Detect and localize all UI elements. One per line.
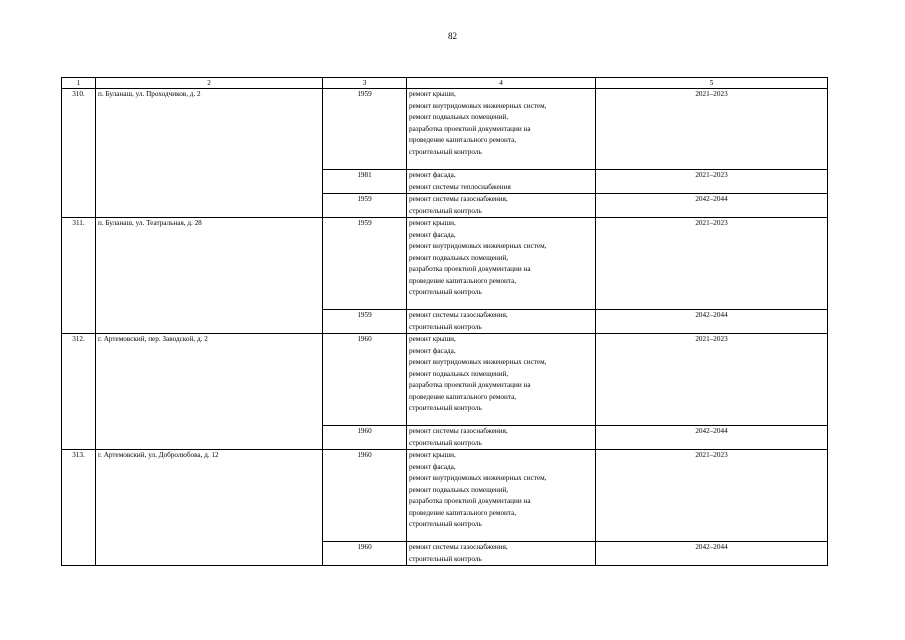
repair-period: 2042–2044	[596, 194, 828, 218]
repair-work-item: ремонт системы газоснабжения,	[409, 543, 508, 551]
repair-work-item: строительный контроль	[409, 520, 482, 528]
repair-work-item: ремонт системы газоснабжения,	[409, 427, 508, 435]
repair-work-item: проведение капитального ремонта,	[409, 276, 517, 285]
repair-work-item: строительный контроль	[409, 554, 482, 563]
column-header-1: 1	[62, 78, 96, 89]
commission-year: 1959	[323, 310, 407, 334]
column-header-4: 4	[407, 78, 596, 89]
commission-year: 1960	[323, 334, 407, 426]
repair-work-item: разработка проектной документации на	[409, 497, 531, 505]
record-number: 312.	[62, 334, 96, 450]
repair-works	[407, 542, 596, 566]
repair-works	[407, 450, 596, 542]
column-header-2: 2	[96, 78, 323, 89]
repair-work-item: строительный контроль	[409, 322, 482, 331]
repair-works	[407, 426, 596, 450]
repair-work-item: ремонт внутридомовых инженерных систем,	[409, 242, 547, 250]
repair-works	[407, 218, 596, 310]
record-address: г. Артемовский, пер. Заводской, д. 2	[96, 334, 323, 450]
table-row	[62, 89, 828, 170]
repair-work-item: ремонт системы газоснабжения,	[409, 311, 508, 319]
repair-work-item: разработка проектной документации на	[409, 265, 531, 273]
header-row	[62, 78, 828, 89]
repair-period: 2021–2023	[596, 170, 828, 194]
repair-work-item: строительный контроль	[409, 438, 482, 447]
repair-work-item: строительный контроль	[409, 288, 482, 296]
repair-work-item: ремонт крыши,	[409, 219, 456, 227]
record-number: 310.	[62, 89, 96, 218]
table-row	[62, 450, 828, 542]
table-row	[62, 218, 828, 310]
repair-work-item: ремонт внутридомовых инженерных систем,	[409, 101, 547, 110]
commission-year: 1959	[323, 218, 407, 310]
commission-year: 1960	[323, 542, 407, 566]
page-number: 82	[448, 31, 457, 41]
repair-work-item: ремонт подвальных помещений,	[409, 369, 509, 378]
repair-work-item: ремонт крыши,	[409, 90, 456, 98]
commission-year: 1960	[323, 450, 407, 542]
repair-work-item: ремонт подвальных помещений,	[409, 253, 509, 262]
record-number: 311.	[62, 218, 96, 334]
record-address: п. Буланаш, ул. Проходчиков, д. 2	[96, 89, 323, 218]
repair-period: 2042–2044	[596, 426, 828, 450]
column-header-3: 3	[323, 78, 407, 89]
repair-period: 2021–2023	[596, 89, 828, 170]
record-number: 313.	[62, 450, 96, 566]
repair-work-item: разработка проектной документации на	[409, 381, 531, 389]
repair-works	[407, 89, 596, 170]
repair-work-item: строительный контроль	[409, 147, 482, 156]
repair-work-item: ремонт подвальных помещений,	[409, 113, 509, 121]
repair-works	[407, 334, 596, 426]
repair-work-item: разработка проектной документации на	[409, 124, 531, 133]
repair-work-item: ремонт фасада,	[409, 230, 456, 239]
repair-work-item: проведение капитального ремонта,	[409, 508, 517, 517]
record-address: п. Буланаш, ул. Театральная, д. 28	[96, 218, 323, 334]
repair-schedule-table	[61, 77, 828, 566]
repair-work-item: ремонт системы теплоснабжения	[409, 182, 511, 191]
repair-works	[407, 310, 596, 334]
repair-work-item: ремонт подвальных помещений,	[409, 485, 509, 494]
repair-work-item: ремонт системы газоснабжения,	[409, 195, 508, 203]
record-address: г. Артемовский, ул. Добролюбова, д. 12	[96, 450, 323, 566]
table-body	[62, 89, 828, 566]
repair-work-item: ремонт фасада,	[409, 346, 456, 355]
repair-works	[407, 194, 596, 218]
repair-period: 2042–2044	[596, 542, 828, 566]
repair-work-item: ремонт внутридомовых инженерных систем,	[409, 474, 547, 482]
commission-year: 1959	[323, 89, 407, 170]
repair-work-item: ремонт внутридомовых инженерных систем,	[409, 358, 547, 366]
column-header-5: 5	[596, 78, 828, 89]
repair-work-item: ремонт крыши,	[409, 335, 456, 343]
commission-year: 1959	[323, 194, 407, 218]
repair-period: 2042–2044	[596, 310, 828, 334]
repair-work-item: строительный контроль	[409, 404, 482, 412]
table-row	[62, 334, 828, 426]
repair-period: 2021–2023	[596, 450, 828, 542]
commission-year: 1960	[323, 426, 407, 450]
table-header	[62, 78, 828, 89]
repair-period: 2021–2023	[596, 334, 828, 426]
repair-work-item: строительный контроль	[409, 206, 482, 215]
repair-work-item: проведение капитального ремонта,	[409, 392, 517, 401]
repair-work-item: ремонт фасада,	[409, 462, 456, 471]
repair-work-item: ремонт крыши,	[409, 451, 456, 459]
repair-work-item: ремонт фасада,	[409, 171, 456, 179]
commission-year: 1981	[323, 170, 407, 194]
repair-works	[407, 170, 596, 194]
repair-work-item: проведение капитального ремонта,	[409, 136, 517, 144]
repair-period: 2021–2023	[596, 218, 828, 310]
